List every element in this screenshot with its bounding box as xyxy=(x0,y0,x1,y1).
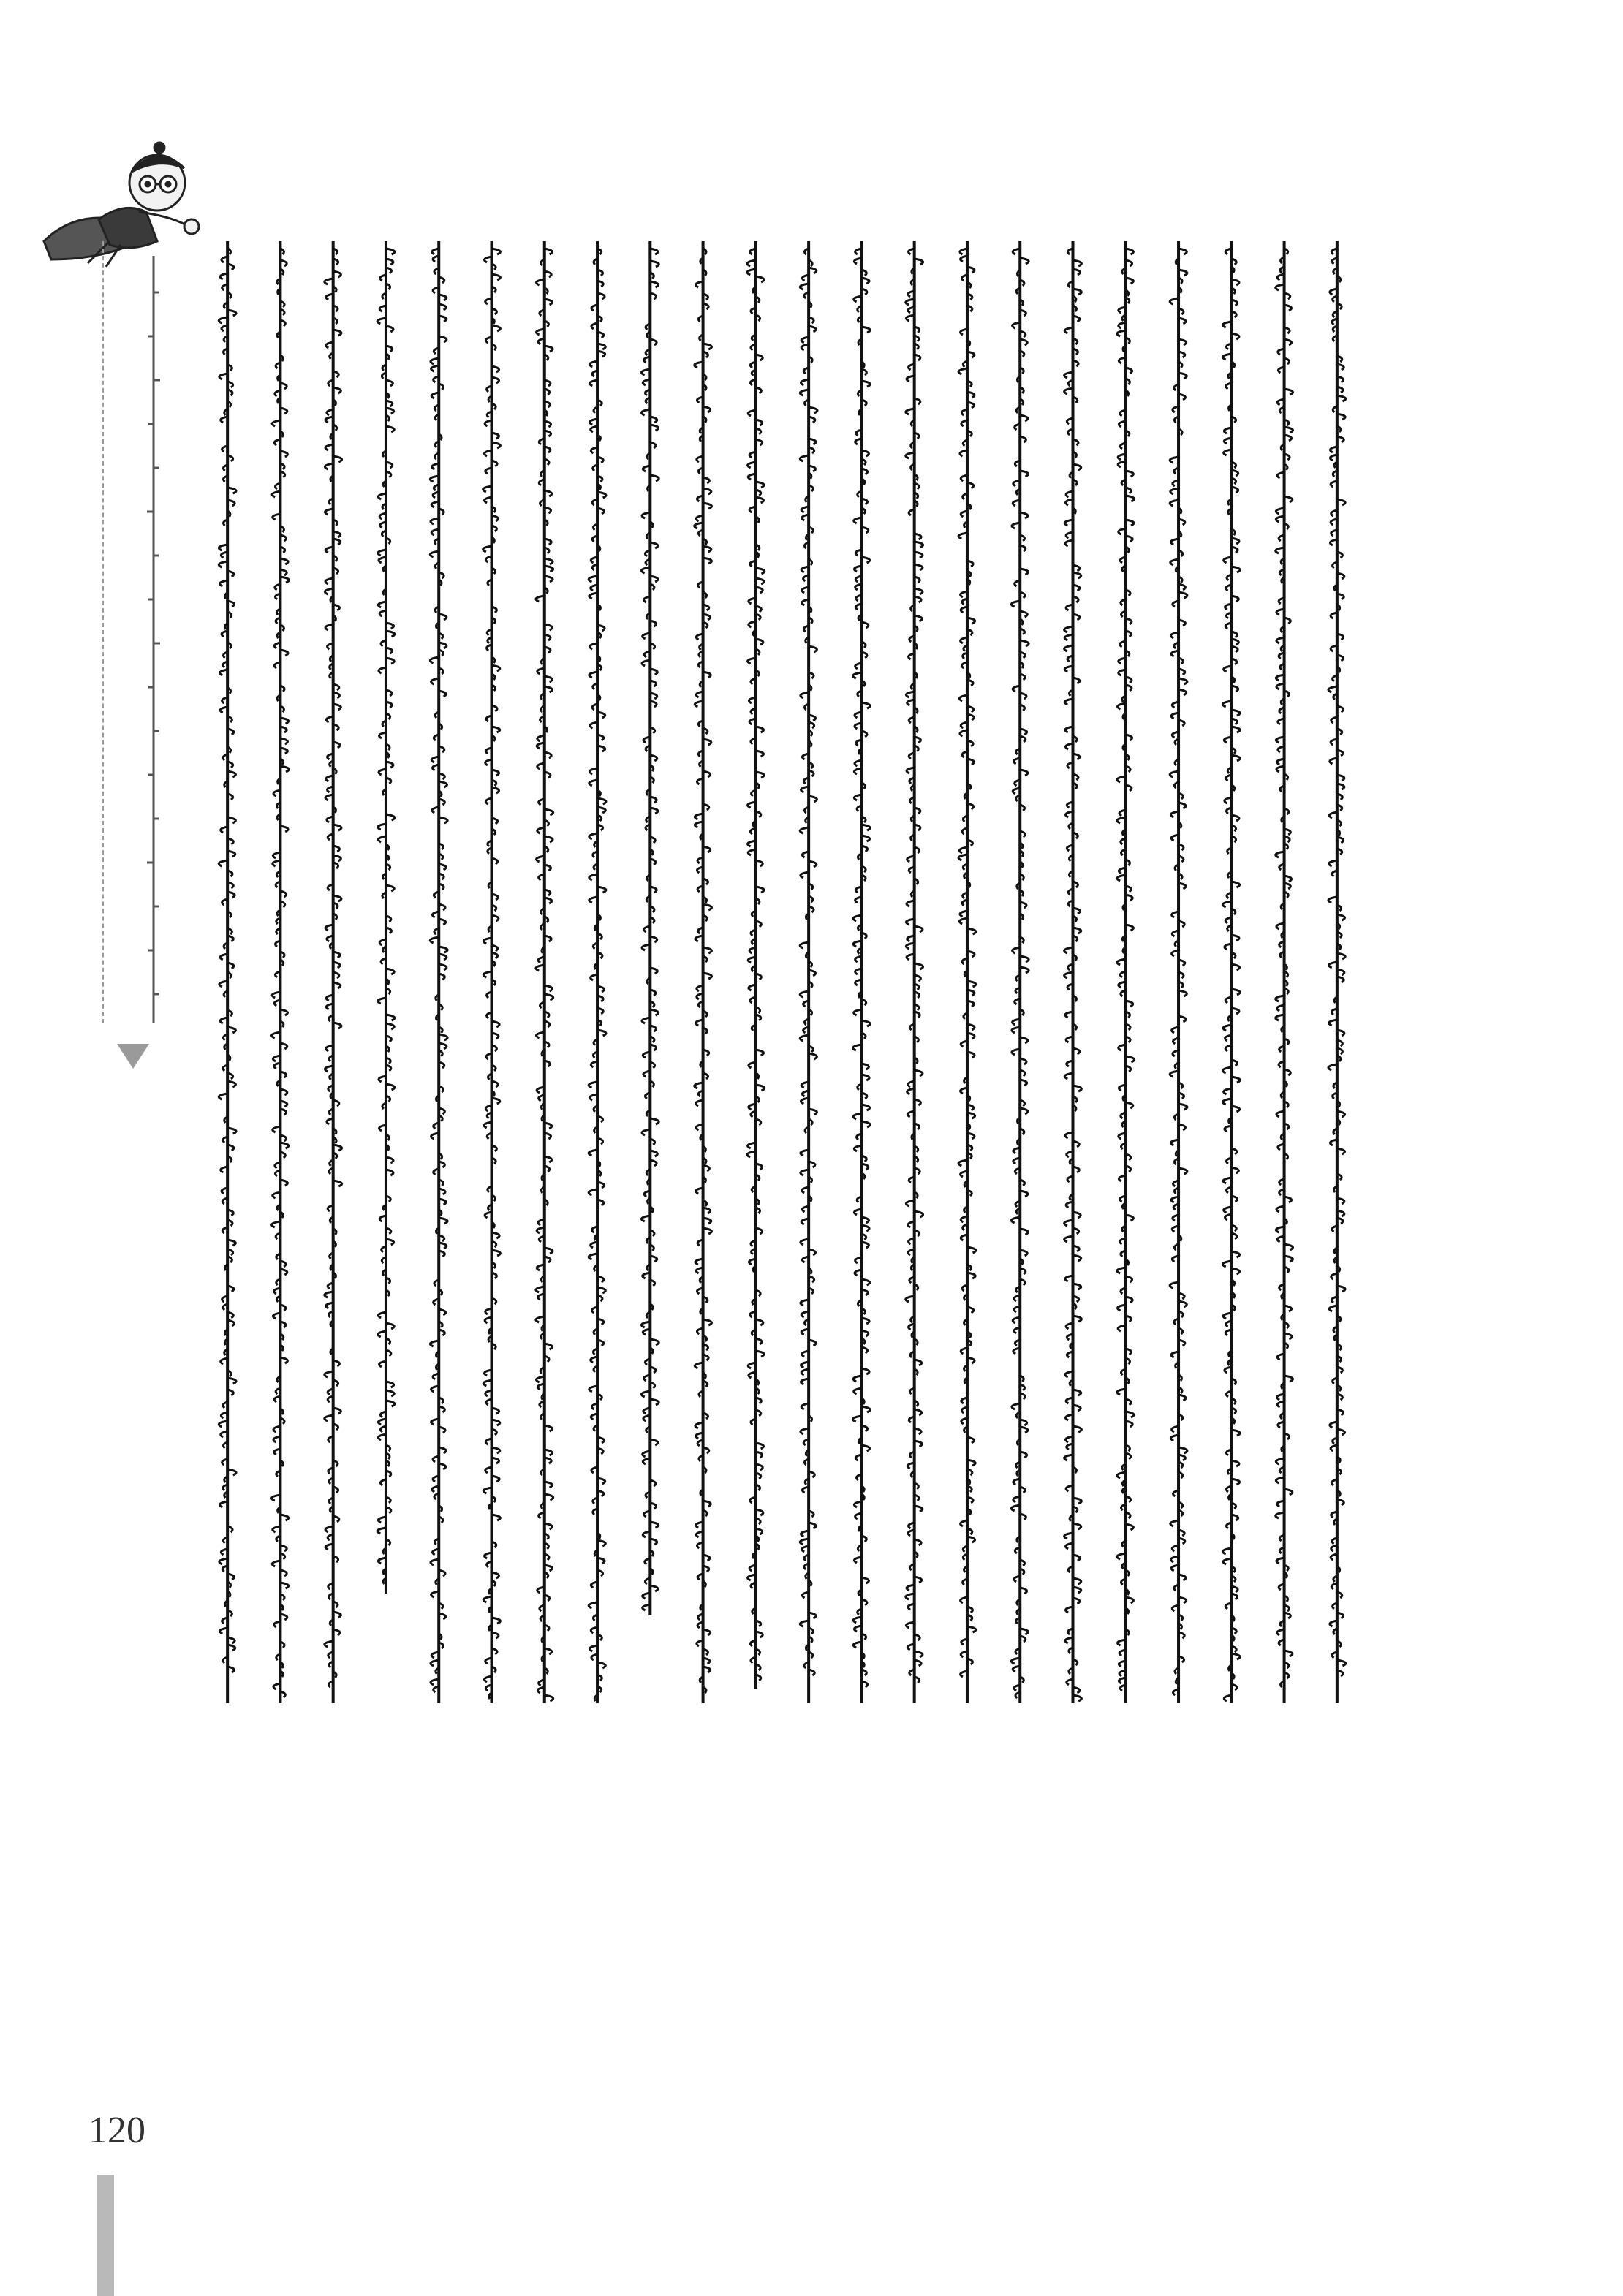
text-line xyxy=(1011,241,1029,1703)
header-dashed-rule xyxy=(102,241,104,1023)
text-line xyxy=(536,241,553,1703)
text-line xyxy=(1328,241,1346,1703)
text-line xyxy=(641,241,659,1615)
text-line xyxy=(483,241,501,1703)
text-line xyxy=(800,241,817,1703)
text-line xyxy=(377,241,395,1594)
text-line xyxy=(695,241,712,1703)
text-line xyxy=(272,241,290,1703)
text-line xyxy=(906,241,923,1703)
text-line xyxy=(219,241,236,1703)
text-line xyxy=(1064,241,1082,1703)
text-line xyxy=(1170,241,1187,1703)
text-line xyxy=(589,241,606,1703)
text-line xyxy=(430,241,447,1703)
text-line xyxy=(1276,241,1293,1703)
text-line xyxy=(853,241,871,1703)
text-line xyxy=(747,241,765,1689)
body-text-lines xyxy=(201,227,1363,1747)
body-text xyxy=(201,227,1363,1747)
text-line xyxy=(1117,241,1135,1703)
text-line xyxy=(325,241,342,1703)
mascot-illustration xyxy=(29,132,205,270)
text-line xyxy=(1222,241,1240,1703)
header-arrow-icon xyxy=(117,1044,149,1069)
text-line xyxy=(958,241,976,1703)
running-title-text xyxy=(139,249,168,1038)
footer-bar xyxy=(97,2175,114,2296)
page-number: 120 xyxy=(88,2110,145,2151)
